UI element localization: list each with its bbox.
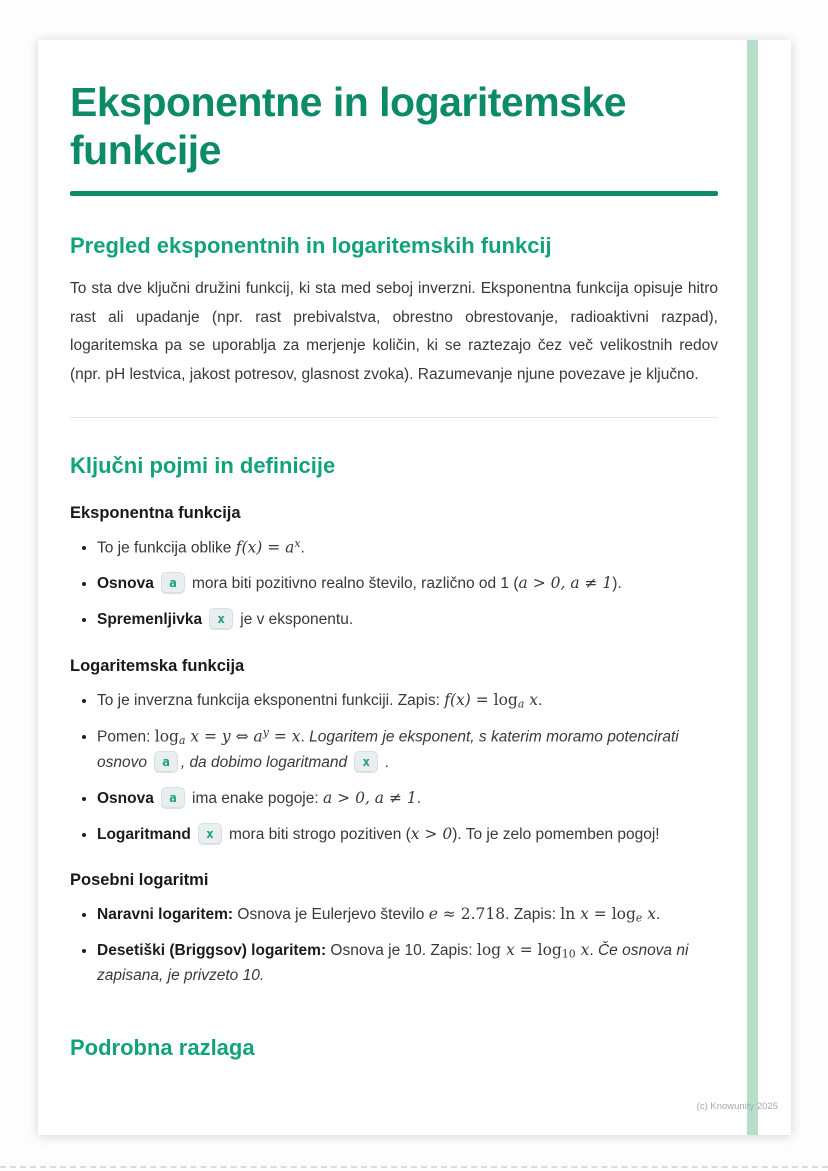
text-segment: ). <box>612 575 622 593</box>
text-segment: a > 0, a ≠ 1 <box>518 574 613 593</box>
text-segment: Če osnova ni zapisana, je privzeto 10. <box>97 942 689 985</box>
text-segment: . <box>656 905 661 923</box>
text-segment: mora biti pozitivno realno število, različno od 1 ( <box>187 575 519 593</box>
text-segment: log <box>154 727 179 746</box>
text-segment: a > 0, a ≠ 1 <box>323 788 417 807</box>
text-segment: . <box>589 942 598 960</box>
text-segment: x = y <box>185 727 236 746</box>
text-segment: 10 <box>561 947 576 961</box>
text-segment: a <box>517 697 525 711</box>
text-segment: x <box>575 904 589 923</box>
text-segment: e <box>428 904 438 923</box>
inline-code-chip: a <box>154 751 178 773</box>
text-segment: . <box>300 728 310 746</box>
text-segment: = <box>588 904 612 923</box>
text-segment: f(x) = <box>444 690 494 709</box>
text-segment: x <box>294 536 301 550</box>
bullet-item <box>97 938 718 988</box>
text-segment: log <box>611 904 636 923</box>
bullet-item <box>97 822 718 847</box>
bullet-item <box>97 902 718 927</box>
title-rule <box>70 191 718 196</box>
text-segment: f(x) = a <box>235 538 295 557</box>
text-segment: e <box>635 911 643 925</box>
accent-stripe <box>747 40 758 1135</box>
overview-heading: Pregled eksponentnih in logaritemskih funkcij <box>70 232 552 258</box>
text-segment: x <box>524 690 538 709</box>
text-segment: Pomen: <box>97 728 155 746</box>
overview-section <box>70 232 718 390</box>
text-segment: Osnova je 10. Zapis: <box>326 942 477 960</box>
text-segment: Osnova je Eulerjevo število <box>233 905 429 923</box>
text-segment: Logaritem je eksponent, s katerim moramo potencirati osnovo <box>97 728 679 771</box>
document-page <box>38 40 791 1135</box>
text-segment: ). To je zelo pomemben pogoj! <box>452 825 660 843</box>
text-segment: Desetiški (Briggsov) logaritem: <box>97 942 327 960</box>
bullet-item <box>97 571 718 596</box>
inline-code-chip: x <box>209 608 233 630</box>
text-segment: log <box>493 690 518 709</box>
text-segment: ⇔ <box>235 727 249 746</box>
text-segment: . <box>300 539 305 557</box>
text-segment: a <box>248 727 263 746</box>
concepts-section <box>70 452 718 988</box>
bullet-list-exponential <box>70 535 718 633</box>
page-break-dashes <box>0 1166 828 1168</box>
inline-code-chip: x <box>354 751 378 773</box>
bullet-list-special <box>70 902 718 989</box>
text-segment: log <box>537 941 562 960</box>
next-section-heading: Podrobna razlaga <box>70 1035 255 1061</box>
group-subheading-special: Posebni logaritmi <box>70 870 209 889</box>
concepts-heading: Ključni pojmi in definicije <box>70 453 336 479</box>
text-segment: Osnova <box>97 575 159 593</box>
bullet-item <box>97 724 718 775</box>
bullet-list-logarithmic <box>70 688 718 847</box>
text-segment: ≈ 2.718 <box>437 904 506 923</box>
text-segment: x <box>642 904 657 923</box>
section-divider <box>70 417 718 418</box>
copyright-footer: (c) Knowunity 2025 <box>696 1101 778 1112</box>
bullet-item <box>97 607 718 632</box>
text-segment: . <box>380 753 390 771</box>
text-segment: = x <box>268 727 301 746</box>
text-segment: To je funkcija oblike <box>97 539 236 557</box>
text-segment: mora biti strogo pozitiven ( <box>224 825 411 843</box>
text-segment: , da dobimo logaritmand <box>180 753 352 771</box>
inline-code-chip: x <box>198 823 222 845</box>
group-subheading-logarithmic: Logaritemska funkcija <box>70 656 245 675</box>
bullet-item <box>97 535 718 561</box>
bullet-item <box>97 688 718 713</box>
text-segment: ima enake pogoje: <box>187 789 323 807</box>
text-segment: Spremenljivka <box>97 611 207 629</box>
bullet-item <box>97 786 718 811</box>
text-segment: je v eksponentu. <box>235 611 354 629</box>
text-segment: Logaritmand <box>97 825 196 843</box>
text-segment: a <box>178 733 186 747</box>
inline-code-chip: a <box>161 572 185 594</box>
text-segment: log <box>476 941 502 960</box>
text-segment: Naravni logaritem: <box>97 905 234 923</box>
text-segment: ln <box>560 904 576 923</box>
text-segment: x <box>575 941 590 960</box>
text-segment: To je inverzna funkcija eksponentni funkciji. Zapis: <box>97 691 445 709</box>
inline-code-chip: a <box>161 787 185 809</box>
text-segment: y <box>262 725 269 739</box>
text-segment: . Zapis: <box>505 905 561 923</box>
text-segment: Osnova <box>97 789 159 807</box>
text-segment: x > 0 <box>410 824 453 843</box>
text-segment: x = <box>501 941 538 960</box>
text-segment: . <box>538 691 543 709</box>
text-segment: . <box>416 789 422 807</box>
main-title: Eksponentne in logaritemske funkcije <box>70 79 627 174</box>
overview-paragraph: To sta dve ključni družini funkcij, ki sta med seboj inverzni. Eksponentna funkcija opisuje hitro rast ali upadanje (npr. rast prebivalstva, obrestno obrestovanje, radioaktivni razpad), logaritemska pa se uporablja za merjenje količin, ki se raztezajo čez več velikostnih redov (npr. pH lestvica, jakost potresov, glasnost zvoka). Razumevanje njune povezave je ključno. <box>70 280 718 383</box>
group-subheading-exponential: Eksponentna funkcija <box>70 503 241 522</box>
